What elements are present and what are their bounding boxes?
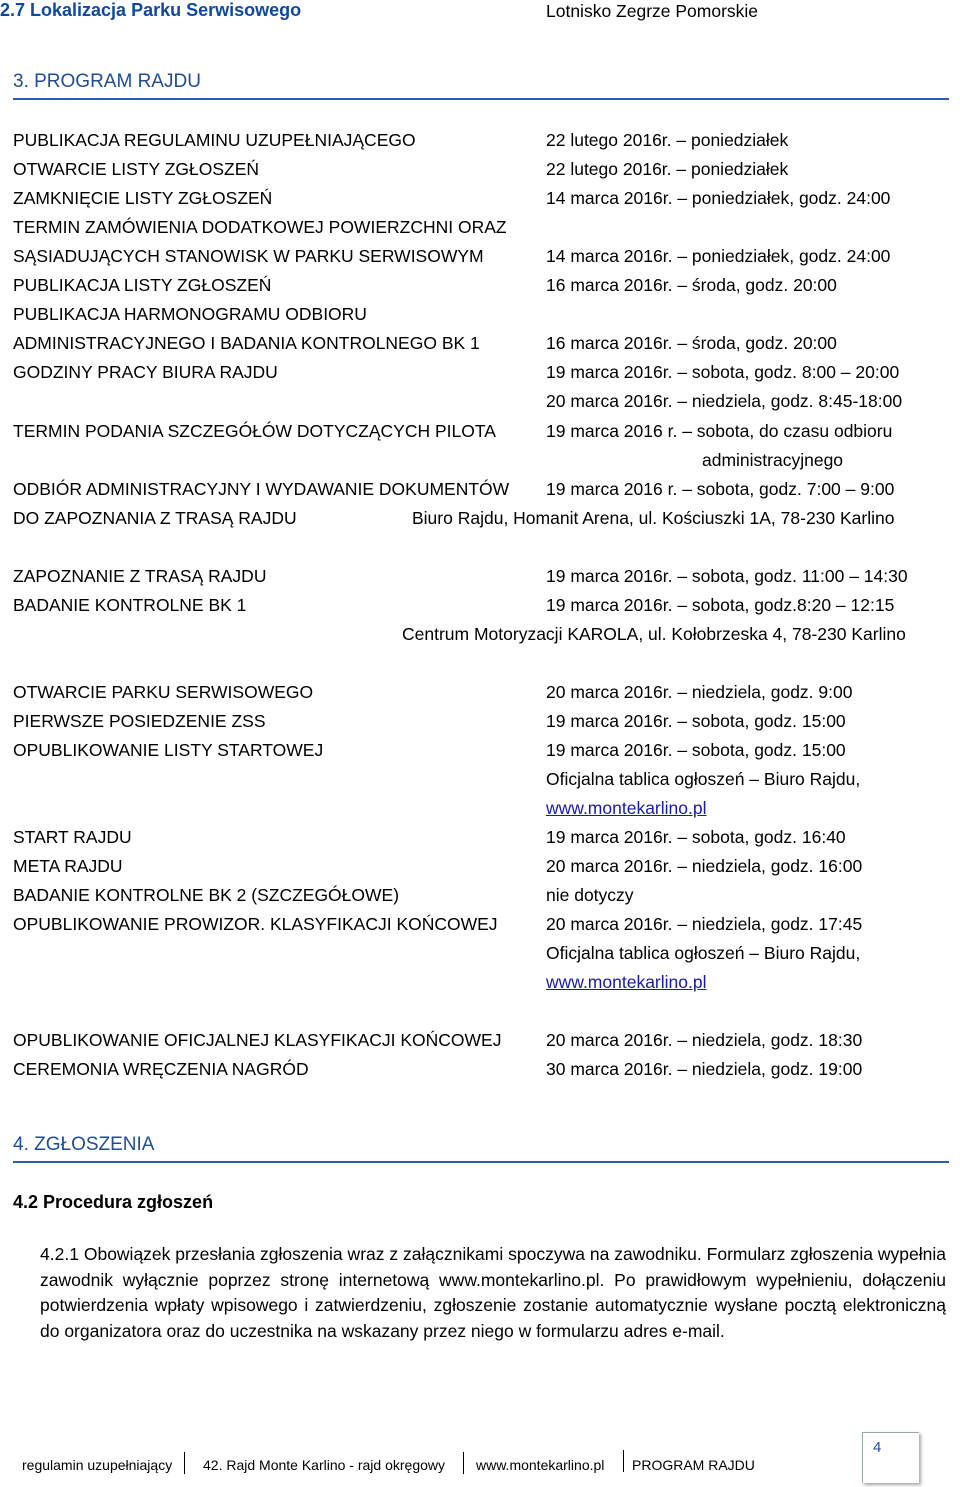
- subsection-title: 4.2 Procedura zgłoszeń: [13, 1192, 214, 1212]
- website-link[interactable]: www.montekarlino.pl: [546, 972, 707, 992]
- program-value: 30 marca 2016r. – niedziela, godz. 19:00: [546, 1059, 863, 1079]
- program-value: 20 marca 2016r. – niedziela, godz. 16:00: [546, 856, 863, 876]
- program-value: 19 marca 2016r. – sobota, godz. 11:00 – 14:30: [546, 566, 908, 586]
- zgloszenia-title: 4. ZGŁOSZENIA: [13, 1134, 155, 1155]
- program-label: ZAPOZNANIE Z TRASĄ RAJDU: [13, 566, 267, 586]
- program-label: PUBLIKACJA HARMONOGRAMU ODBIORU: [13, 304, 367, 324]
- program-label: PUBLIKACJA REGULAMINU UZUPEŁNIAJĄCEGO: [13, 130, 416, 150]
- footer-doc-type: regulamin uzupełniający: [22, 1457, 173, 1473]
- procedure-paragraph: [40, 1242, 946, 1344]
- program-value: 19 marca 2016 r. – sobota, godz. 7:00 – 9:00: [546, 479, 895, 499]
- program-value: 22 lutego 2016r. – poniedziałek: [546, 130, 789, 150]
- program-value: Oficjalna tablica ogłoszeń – Biuro Rajdu,: [546, 943, 861, 963]
- program-label: PUBLIKACJA LISTY ZGŁOSZEŃ: [13, 275, 272, 295]
- program-label: META RAJDU: [13, 856, 123, 876]
- program-label: CEREMONIA WRĘCZENIA NAGRÓD: [13, 1059, 309, 1079]
- program-label: PIERWSZE POSIEDZENIE ZSS: [13, 711, 266, 731]
- program-label: DO ZAPOZNANIA Z TRASĄ RAJDU: [13, 508, 297, 528]
- program-value: 16 marca 2016r. – środa, godz. 20:00: [546, 275, 837, 295]
- paragraph-text: Obowiązek przesłania zgłoszenia wraz z załącznikami spoczywa na zawodniku. Formularz zgłoszenia wypełnia zawodnik wyłącznie poprzez stronę internetową www.montekarlino.pl. Po prawidłowym wypełnieniu, dołączeniu potwierdzenia wpłaty wpisowego i zatwierdzeniu, zgłoszenie zostanie automatycznie wysłane pocztą elektroniczną do organizatora oraz do uczestnika na wskazany przez niego w formularzu adres e-mail.: [40, 1244, 946, 1341]
- program-value: 14 marca 2016r. – poniedziałek, godz. 24:00: [546, 188, 891, 208]
- program-value: administracyjnego: [702, 450, 844, 470]
- program-label: OPUBLIKOWANIE OFICJALNEJ KLASYFIKACJI KOŃCOWEJ: [13, 1030, 502, 1050]
- footer-divider: [623, 1450, 624, 1472]
- program-value: 16 marca 2016r. – środa, godz. 20:00: [546, 333, 837, 353]
- program-value: 20 marca 2016r. – niedziela, godz. 9:00: [546, 682, 853, 702]
- program-label: ADMINISTRACYJNEGO I BADANIA KONTROLNEGO BK 1: [13, 333, 480, 353]
- program-label: TERMIN PODANIA SZCZEGÓŁÓW DOTYCZĄCYCH PILOTA: [13, 421, 496, 441]
- section-heading: 2.7 Lokalizacja Parku Serwisowego: [0, 0, 302, 20]
- footer-divider: [184, 1452, 185, 1474]
- program-value: 19 marca 2016r. – sobota, godz. 15:00: [546, 711, 846, 731]
- program-value: 19 marca 2016r. – sobota, godz. 16:40: [546, 827, 846, 847]
- website-link[interactable]: www.montekarlino.pl: [546, 798, 707, 818]
- program-value: Biuro Rajdu, Homanit Arena, ul. Kościuszki 1A, 78-230 Karlino: [412, 508, 895, 528]
- page-number-box: [862, 1432, 919, 1483]
- footer-website[interactable]: www.montekarlino.pl: [476, 1457, 605, 1473]
- program-value: 19 marca 2016 r. – sobota, do czasu odbioru: [546, 421, 893, 441]
- footer-section: PROGRAM RAJDU: [632, 1457, 755, 1473]
- program-value: 19 marca 2016r. – sobota, godz.8:20 – 12:15: [546, 595, 895, 615]
- program-label: OPUBLIKOWANIE PROWIZOR. KLASYFIKACJI KOŃCOWEJ: [13, 914, 498, 934]
- program-value: 19 marca 2016r. – sobota, godz. 8:00 – 20:00: [546, 362, 900, 382]
- program-label: OTWARCIE PARKU SERWISOWEGO: [13, 682, 314, 702]
- program-value: Oficjalna tablica ogłoszeń – Biuro Rajdu,: [546, 769, 861, 789]
- program-value: 20 marca 2016r. – niedziela, godz. 8:45-18:00: [546, 391, 903, 411]
- program-label: ODBIÓR ADMINISTRACYJNY I WYDAWANIE DOKUMENTÓW: [13, 479, 510, 499]
- program-title: 3. PROGRAM RAJDU: [13, 71, 201, 92]
- program-label: OPUBLIKOWANIE LISTY STARTOWEJ: [13, 740, 324, 760]
- footer-divider: [463, 1452, 464, 1474]
- program-label: BADANIE KONTROLNE BK 1: [13, 595, 247, 615]
- program-label: BADANIE KONTROLNE BK 2 (SZCZEGÓŁOWE): [13, 885, 400, 905]
- program-value: 14 marca 2016r. – poniedziałek, godz. 24:00: [546, 246, 891, 266]
- program-label: SĄSIADUJĄCYCH STANOWISK W PARKU SERWISOWYM: [13, 246, 484, 266]
- program-value: 20 marca 2016r. – niedziela, godz. 18:30: [546, 1030, 863, 1050]
- section-divider: [13, 98, 949, 100]
- program-label: GODZINY PRACY BIURA RAJDU: [13, 362, 278, 382]
- program-label: START RAJDU: [13, 827, 132, 847]
- program-label: ZAMKNIĘCIE LISTY ZGŁOSZEŃ: [13, 188, 273, 208]
- program-value: 20 marca 2016r. – niedziela, godz. 17:45: [546, 914, 863, 934]
- paragraph-number: 4.2.1: [40, 1244, 79, 1264]
- program-label: TERMIN ZAMÓWIENIA DODATKOWEJ POWIERZCHNI ORAZ: [13, 217, 507, 237]
- program-label: OTWARCIE LISTY ZGŁOSZEŃ: [13, 159, 260, 179]
- program-value: Centrum Motoryzacji KAROLA, ul. Kołobrzeska 4, 78-230 Karlino: [402, 624, 906, 644]
- section-divider: [13, 1161, 949, 1163]
- program-value: nie dotyczy: [546, 885, 634, 905]
- location-label: Lotnisko Zegrze Pomorskie: [546, 1, 759, 21]
- footer-event: 42. Rajd Monte Karlino - rajd okręgowy: [203, 1457, 446, 1473]
- program-value: 19 marca 2016r. – sobota, godz. 15:00: [546, 740, 846, 760]
- program-value: 22 lutego 2016r. – poniedziałek: [546, 159, 789, 179]
- page-number: 4: [873, 1439, 882, 1456]
